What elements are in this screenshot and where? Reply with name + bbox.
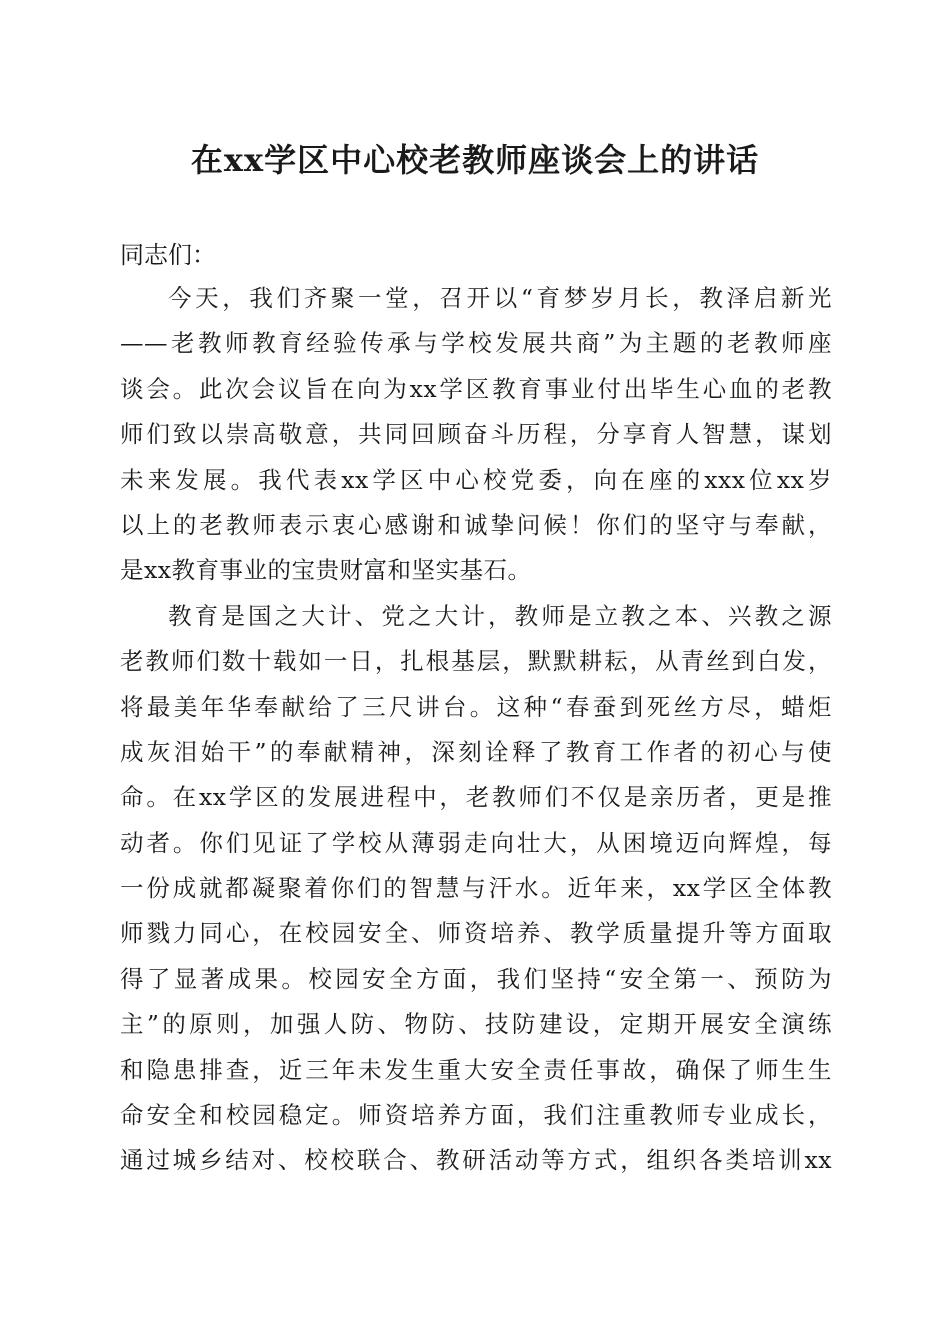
text-line: 师们致以崇高敬意，共同回顾奋斗历程，分享育人智慧，谋划: [120, 420, 832, 449]
document-body: [120, 276, 832, 1184]
text-line: 今天，我们齐聚一堂，召开以“育梦岁月长，教泽启新光: [168, 284, 832, 312]
paragraph-1: [120, 276, 832, 594]
text-line: 动者。你们见证了学校从薄弱走向壮大，从困境迈向辉煌，每: [120, 828, 832, 857]
text-line: 以上的老教师表示衷心感谢和诚挚问候！你们的坚守与奉献，: [120, 510, 832, 539]
text-line: 主”的原则，加强人防、物防、技防建设，定期开展安全演练: [120, 1010, 832, 1039]
salutation: 同志们：: [120, 241, 216, 269]
text-line: ——老教师教育经验传承与学校发展共商”为主题的老教师座: [120, 329, 832, 358]
text-line: 是xx教育事业的宝贵财富和坚实基石。: [120, 556, 532, 585]
text-line: 谈会。此次会议旨在向为xx学区教育事业付出毕生心血的老教: [120, 374, 832, 403]
text-line: 成灰泪始干”的奉献精神，深刻诠释了教育工作者的初心与使: [120, 737, 832, 766]
document-title: 在xx学区中心校老教师座谈会上的讲话: [190, 141, 760, 179]
text-line: 通过城乡结对、校校联合、教研活动等方式，组织各类培训xx: [120, 1146, 832, 1175]
text-line: 师戮力同心，在校园安全、师资培养、教学质量提升等方面取: [120, 919, 832, 948]
text-line: 老教师们数十载如一日，扎根基层，默默耕耘，从青丝到白发，: [120, 647, 832, 676]
text-line: 得了显著成果。校园安全方面，我们坚持“安全第一、预防为: [120, 964, 832, 993]
text-line: 命安全和校园稳定。师资培养方面，我们注重教师专业成长，: [120, 1101, 832, 1130]
text-line: 一份成就都凝聚着你们的智慧与汗水。近年来，xx学区全体教: [120, 874, 832, 903]
text-line: 未来发展。我代表xx学区中心校党委，向在座的xxx位xx岁: [120, 465, 832, 494]
text-line: 和隐患排查，近三年未发生重大安全责任事故，确保了师生生: [120, 1055, 832, 1084]
text-line: 将最美年华奉献给了三尺讲台。这种“春蚕到死丝方尽，蜡炬: [120, 692, 832, 721]
paragraph-2: [120, 594, 832, 1184]
text-line: 命。在xx学区的发展进程中，老教师们不仅是亲历者，更是推: [120, 783, 832, 812]
text-line: 教育是国之大计、党之大计，教师是立教之本、兴教之源: [168, 601, 832, 630]
